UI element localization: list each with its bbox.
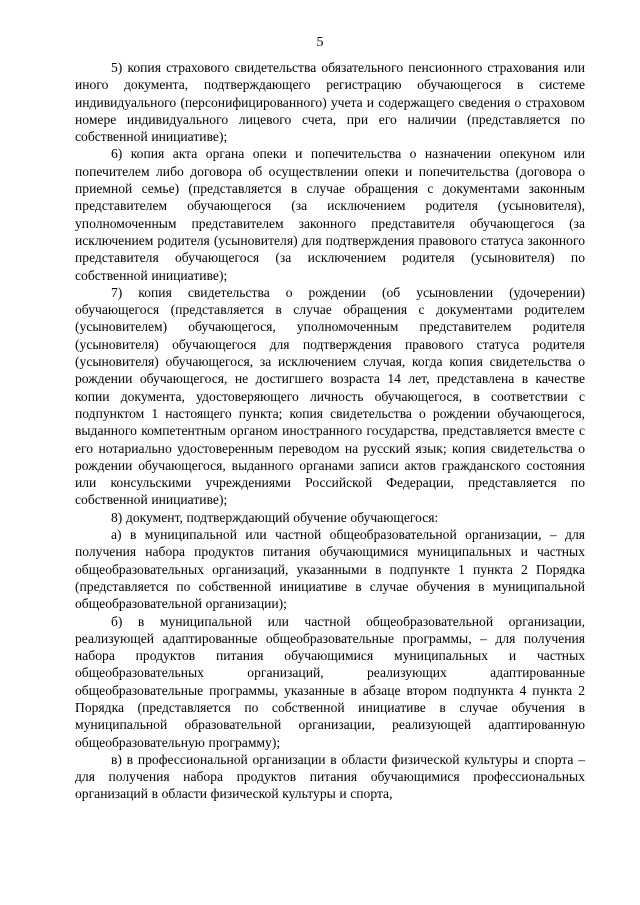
paragraph-subitem-b: б) в муниципальной или частной общеобразовательной организации, реализующей адаптированные общеобразовательные программы, – для получения набора продуктов питания обучающимися муниципальных и частных общеобразовательных организаций, реализующих адаптированные общеобразовательные программы, указанные в абзаце втором подпункта 4 пункта 2 Порядка (представляется по собственной инициативе в случае обучения в муниципальной образовательной организации, реализующей адаптированную общеобразовательную программу); — [75, 613, 585, 750]
paragraph-subitem-a: а) в муниципальной или частной общеобразовательной организации, – для получения набора продуктов питания обучающимися муниципальных и частных общеобразовательных организаций, указанными в подпункте 1 пункта 2 Порядка (представляется по собственной инициативе в случае обучения в муниципальной общеобразовательной организации); — [75, 527, 585, 612]
paragraph-item-7: 7) копия свидетельства о рождении (об усыновлении (удочерении) обучающегося (представляется в случае обращения с документами родителем (усыновителем) обучающегося, уполномоченным представителем родителя (усыновителя) обучающегося для подтверждения правового статуса родителя (усыновителя) обучающегося, за исключением случая, когда копия свидетельства о рождении обучающегося, не достигшего возраста 14 лет, представлена в качестве копии документа, удостоверяющего личность обучающегося, в соответствии с подпунктом 1 настоящего пункта; копия свидетельства о рождении обучающегося, выданного компетентным органом иностранного государства, представляется вместе с его нотариально удостоверенным переводом на русский язык; копия свидетельства о рождении обучающегося, выданного органами записи актов гражданского состояния или консульскими учреждениями Российской Федерации, представляется по собственной инициативе); — [75, 284, 585, 508]
paragraph-item-6: 6) копия акта органа опеки и попечительства о назначении опекуном или попечителем либо договора об осуществлении опеки и попечительства (договора о приемной семье) (представляется в случае обращения с документами законным представителем обучающегося (за исключением родителя (усыновителя), уполномоченным представителем законного представителя обучающегося (за исключением родителя (усыновителя) для подтверждения правового статуса законного представителя обучающегося (за исключением родителя (усыновителя) по собственной инициативе); — [75, 146, 585, 283]
paragraph-item-5: 5) копия страхового свидетельства обязательного пенсионного страхования или иного документа, подтверждающего регистрацию обучающегося в системе индивидуального (персонифицированного) учета и содержащего сведения о страховом номере индивидуального лицевого счета, при его наличии (представляется по собственной инициативе); — [75, 60, 585, 145]
paragraph-subitem-v: в) в профессиональной организации в области физической культуры и спорта – для получения набора продуктов питания обучающимися профессиональных организаций в области физической культуры и спорта, — [75, 751, 585, 802]
document-body — [75, 59, 585, 803]
page-number: 5 — [316, 35, 324, 50]
paragraph-item-8: 8) документ, подтверждающий обучение обучающегося: — [111, 509, 439, 525]
